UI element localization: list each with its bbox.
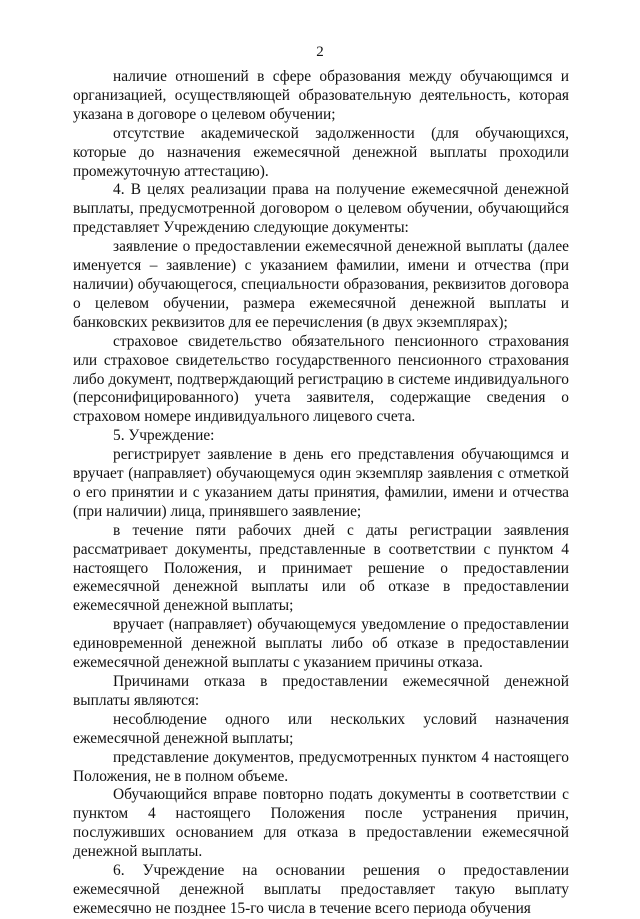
paragraph: вручает (направляет) обучающемуся уведомление о предоставлении единовременной денежной выплаты либо об отказе в предоставлении ежемесячной денежной выплаты с указанием причины отказа. — [73, 616, 569, 672]
document-body — [73, 68, 569, 919]
paragraph: Обучающийся вправе повторно подать документы в соответствии с пунктом 4 настоящего Положения после устранения причин, послуживших основанием для отказа в предоставлении ежемесячной денежной выплаты. — [73, 786, 569, 861]
page-number: 2 — [316, 44, 324, 60]
paragraph: 6. Учреждение на основании решения о предоставлении ежемесячной денежной выплаты предоставляет такую выплату ежемесячно не позднее 15-го числа в течение всего периода обучения — [73, 862, 569, 917]
paragraph: отсутствие академической задолженности (для обучающихся, которые до назначения ежемесячной денежной выплаты проходили промежуточную аттестацию). — [73, 124, 569, 180]
paragraph: 4. В целях реализации права на получение ежемесячной денежной выплаты, предусмотренной договором о целевом обучении, обучающийся представляет Учреждению следующие документы: — [73, 181, 569, 237]
paragraph: заявление о предоставлении ежемесячной денежной выплаты (далее именуется – заявление) с указанием фамилии, имени и отчества (при наличии) обучающегося, специальности образования, реквизитов договора о целевом обучении, размера ежемесячной денежной выплаты и банковских реквизитов для ее перечисления (в двух экземплярах); — [73, 238, 569, 331]
paragraph: 5. Учреждение: — [113, 427, 215, 445]
paragraph: представление документов, предусмотренных пунктом 4 настоящего Положения, не в полном объеме. — [73, 748, 569, 785]
paragraph: несоблюдение одного или нескольких условий назначения ежемесячной денежной выплаты; — [73, 710, 569, 747]
paragraph: в течение пяти рабочих дней с даты регистрации заявления рассматривает документы, представленные в соответствии с пунктом 4 настоящего Положения, и принимает решение о предоставлении ежемесячной денежной выплаты или об отказе в предоставлении ежемесячной денежной выплаты; — [73, 521, 569, 615]
paragraph: Причинами отказа в предоставлении ежемесячной денежной выплаты являются: — [73, 673, 569, 709]
paragraph: регистрирует заявление в день его представления обучающимся и вручает (направляет) обучающемуся один экземпляр заявления с отметкой о его принятии и с указанием даты принятия, фамилии, имени и отчества (при наличии) лица, принявшего заявление; — [73, 446, 569, 520]
paragraph: страховое свидетельство обязательного пенсионного страхования или страховое свидетельство государственного пенсионного страхования либо документ, подтверждающий регистрацию в системе индивидуального (персонифицированного) учета заявителя, содержащие сведения о страховом номере индивидуального лицевого счета. — [73, 332, 569, 426]
paragraph: наличие отношений в сфере образования между обучающимся и организацией, осуществляющей образовательную деятельность, которая указана в договоре о целевом обучении; — [73, 68, 569, 123]
